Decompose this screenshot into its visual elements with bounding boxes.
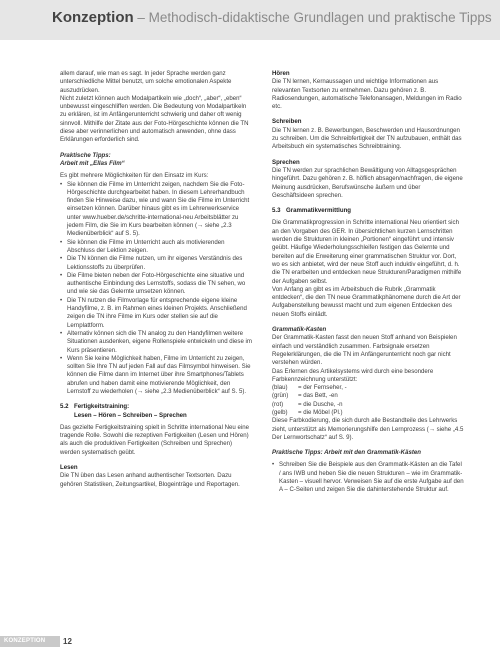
footer-section-label: KONZEPTION — [0, 636, 60, 647]
header-title-subtitle: – Methodisch-didaktische Grundlagen und praktische Tipps — [133, 10, 492, 25]
list-item: • Sie können die Filme im Unterricht auch als motivierenden Abschluss der Lektion zeigen. — [60, 239, 252, 256]
paragraph: Von Anfang an gibt es im Arbeitsbuch die Rubrik „Grammatik entdecken“, die den TN neue Grammatikphänomene durch die Art der Aufgabenstellung bewusst macht und zum eigenen Entdecken des neuen Stoffs einlädt. — [272, 285, 461, 318]
color-code-row: (rot) = die Dusche, -n — [272, 400, 343, 408]
color-code-row: (grün) = das Bett, -en — [272, 392, 338, 400]
section-number: 5.3 — [272, 207, 281, 215]
list-item: • Die TN nutzen die Filmvorlage für entsprechende eigene kleine Handyfilme, z. B. im Rahmen eines kleinen Projekts. Anschließend zeigen die TN ihre Filme im Kurs oder stellen sie auf die Lernplattform. — [60, 297, 252, 330]
page-footer — [0, 636, 500, 648]
tips-heading: Praktische Tipps: — [60, 151, 111, 159]
color-code-row: (gelb) = die Möbel (Pl.) — [272, 408, 343, 416]
subheading-sprechen: Sprechen — [272, 158, 300, 166]
list-item: • Alternativ können sich die TN analog zu den Handyfilmen weitere Situationen ausdenken, eigene Rollenspiele entwickeln und diese im Kurs präsentieren. — [60, 330, 252, 355]
paragraph: Die Grammatikprogression in Schritte international Neu orientiert sich an den Vorgaben des GER. In übersichtlichen kurzen Lernschritten werden die Strukturen in kleinen „Portionen“ eingeführt und intensiv geübt. Häufige Wiederholungsschleifen festigen das Gelernte und bereiten auf die Erweiterung einer grammatischen Struktur vor. Dort, wo es sich anbietet, wird der neue Stoff auch induktiv eingeführt, d. h. die TN erarbeiten und entdecken neue Strukturen/Paradigmen mithilfe der Aufgaben selbst. — [272, 219, 462, 285]
paragraph: Die TN üben das Lesen anhand authentischer Textsorten. Dazu gehören Statistiken, Zeitungsartikel, Blogeinträge und Reportagen. — [60, 472, 240, 488]
section-title: Grammatikvermittlung — [286, 207, 352, 215]
grammar-tips-list — [272, 461, 464, 494]
section-heading — [272, 207, 464, 215]
list-item: • Sie können die Filme im Unterricht zeigen, nachdem Sie die Foto-Hörgeschichte durchgearbeitet haben. In diesem Lehrerhandbuch finden Sie Hinweise dazu, wie und wann Sie die Filme im Unterricht einsetzen können. Darüber hinaus gibt es im Lehrerwerkservice unter www.hueber.de/schritte-international-neu Arbeitsblätter zu jedem Film, die Sie im Kurs bearbeiten können (→ siehe „2.3 Medienüberblick“ auf S. 5). — [60, 181, 252, 239]
paragraph: Es gibt mehrere Möglichkeiten für den Einsatz im Kurs: — [60, 172, 209, 180]
paragraph: Diese Farbkodierung, die sich durch alle Bestandteile des Lehrwerks zieht, unterstützt als Memorierungshilfe den Lernprozess (→ siehe „4.5 Der Lernwortschatz“ auf S. 9). — [272, 417, 464, 441]
subheading-lesen: Lesen — [60, 464, 78, 472]
paragraph: Die TN werden zur sprachlichen Bewältigung von Alltagsgesprächen hingeführt. Dazu gehören z. B. höflich absagen/nachfragen, die eigene Meinung ausdrücken, Berufswünsche äußern und über Geschäftsideen sprechen. — [272, 166, 463, 199]
page-header-title — [52, 9, 492, 26]
subheading-schreiben: Schreiben — [272, 118, 302, 126]
subheading-grammatik-kasten: Grammatik-Kasten — [272, 326, 327, 334]
section-heading — [60, 403, 252, 420]
paragraph: Die TN lernen, Kernaussagen und wichtige Informationen aus relevanten Textsorten zu entnehmen. Dazu gehören z. B. Radiosendungen, automatische Telefonansagen, Meldungen im Radio etc. — [272, 78, 462, 111]
tips-subheading: Arbeit mit „Ellas Film“ — [60, 159, 125, 167]
color-code-row: (blau) = der Fernseher, - — [272, 384, 347, 392]
paragraph: Das gezielte Fertigkeitstraining spielt in Schritte international Neu eine tragende Rolle. Sowohl die rezeptiven Fertigkeiten (Lesen und Hören) als auch die produktiven Fertigkeiten (Schreiben und Sprechen) werden systematisch geübt. — [60, 423, 250, 456]
color-code-list — [272, 384, 464, 417]
left-column — [60, 70, 252, 489]
list-item: • Die TN können die Filme nutzen, um ihr eigenes Verständnis des Lektionsstoffs zu überprüfen. — [60, 255, 252, 272]
page-number: 12 — [63, 637, 72, 646]
paragraph: Der Grammatik-Kasten fasst den neuen Stoff anhand von Beispielen einfach und verständlich zusammen. Farbsignale ersetzen Regelerklärungen, die die TN im Anfängerunterricht noch gar nicht verstehen würden. — [272, 334, 457, 367]
paragraph: Die TN lernen z. B. Bewerbungen, Beschwerden und Hausordnungen zu schreiben. Um die Schreibfertigkeit der TN aufzubauen, enthält das Arbeitsbuch ein systematisches Schreibtraining. — [272, 126, 462, 151]
section-title: Fertigkeitstraining: Lesen – Hören – Schreiben – Sprechen — [74, 403, 187, 419]
tips-heading: Praktische Tipps: Arbeit mit den Grammatik-Kästen — [272, 449, 421, 457]
subheading-hoeren: Hören — [272, 70, 290, 77]
page-header — [0, 0, 500, 40]
header-title-main: Konzeption — [52, 9, 134, 26]
paragraph: Nicht zuletzt können auch Modalpartikeln wie „doch“, „aber“, „eben“ unbewusst eingeschliffen werden. Die Bedeutung von Modalpartikeln zu erklären, ist im Anfängerunterricht schwierig und daher oft wenig sinnvoll. Mithilfe der Zitate aus der Foto-Hörgeschichte können die TN diese aber verinnerlichen und automatisch anwenden, ohne dass Erklärungen erforderlich sind. — [60, 94, 249, 144]
paragraph: allem darauf, wie man es sagt. In jeder Sprache werden ganz unterschiedliche Mittel benutzt, um solche emotionalen Aspekte auszudrücken. — [60, 70, 232, 94]
list-item: • Schreiben Sie die Beispiele aus den Grammatik-Kästen an die Tafel / ans IWB und heben Sie die neuen Strukturen – wie im Grammatik-Kasten – visuell hervor. Verweisen Sie auf die erste Aufgabe auf den A – C-Seiten und zeigen Sie die dahinterstehende Struktur auf. — [272, 461, 464, 494]
section-number: 5.2 — [60, 403, 69, 411]
list-item: • Die Filme bieten neben der Foto-Hörgeschichte eine situative und authentische Einbindung des Lernstoffs, sodass die TN sehen, wo und wie sie das Gelernte umsetzen können. — [60, 272, 252, 297]
right-column — [272, 70, 464, 495]
paragraph: Das Erlernen des Artikelsystems wird durch eine besondere Farbkennzeichnung unterstützt: — [272, 367, 434, 383]
list-item: • Wenn Sie keine Möglichkeit haben, Filme im Unterricht zu zeigen, sollten Sie Ihre TN auf jeden Fall auf das Filmsymbol hinweisen. Sie können die Filme dann im Internet über ihre Smartphones/Tablets abrufen und haben damit eine motivierende Möglichkeit, den Lernstoff zu wiederholen (→ siehe „2.3 Medienüberblick“ auf S. 5). — [60, 355, 252, 396]
film-tips-list — [60, 181, 252, 397]
